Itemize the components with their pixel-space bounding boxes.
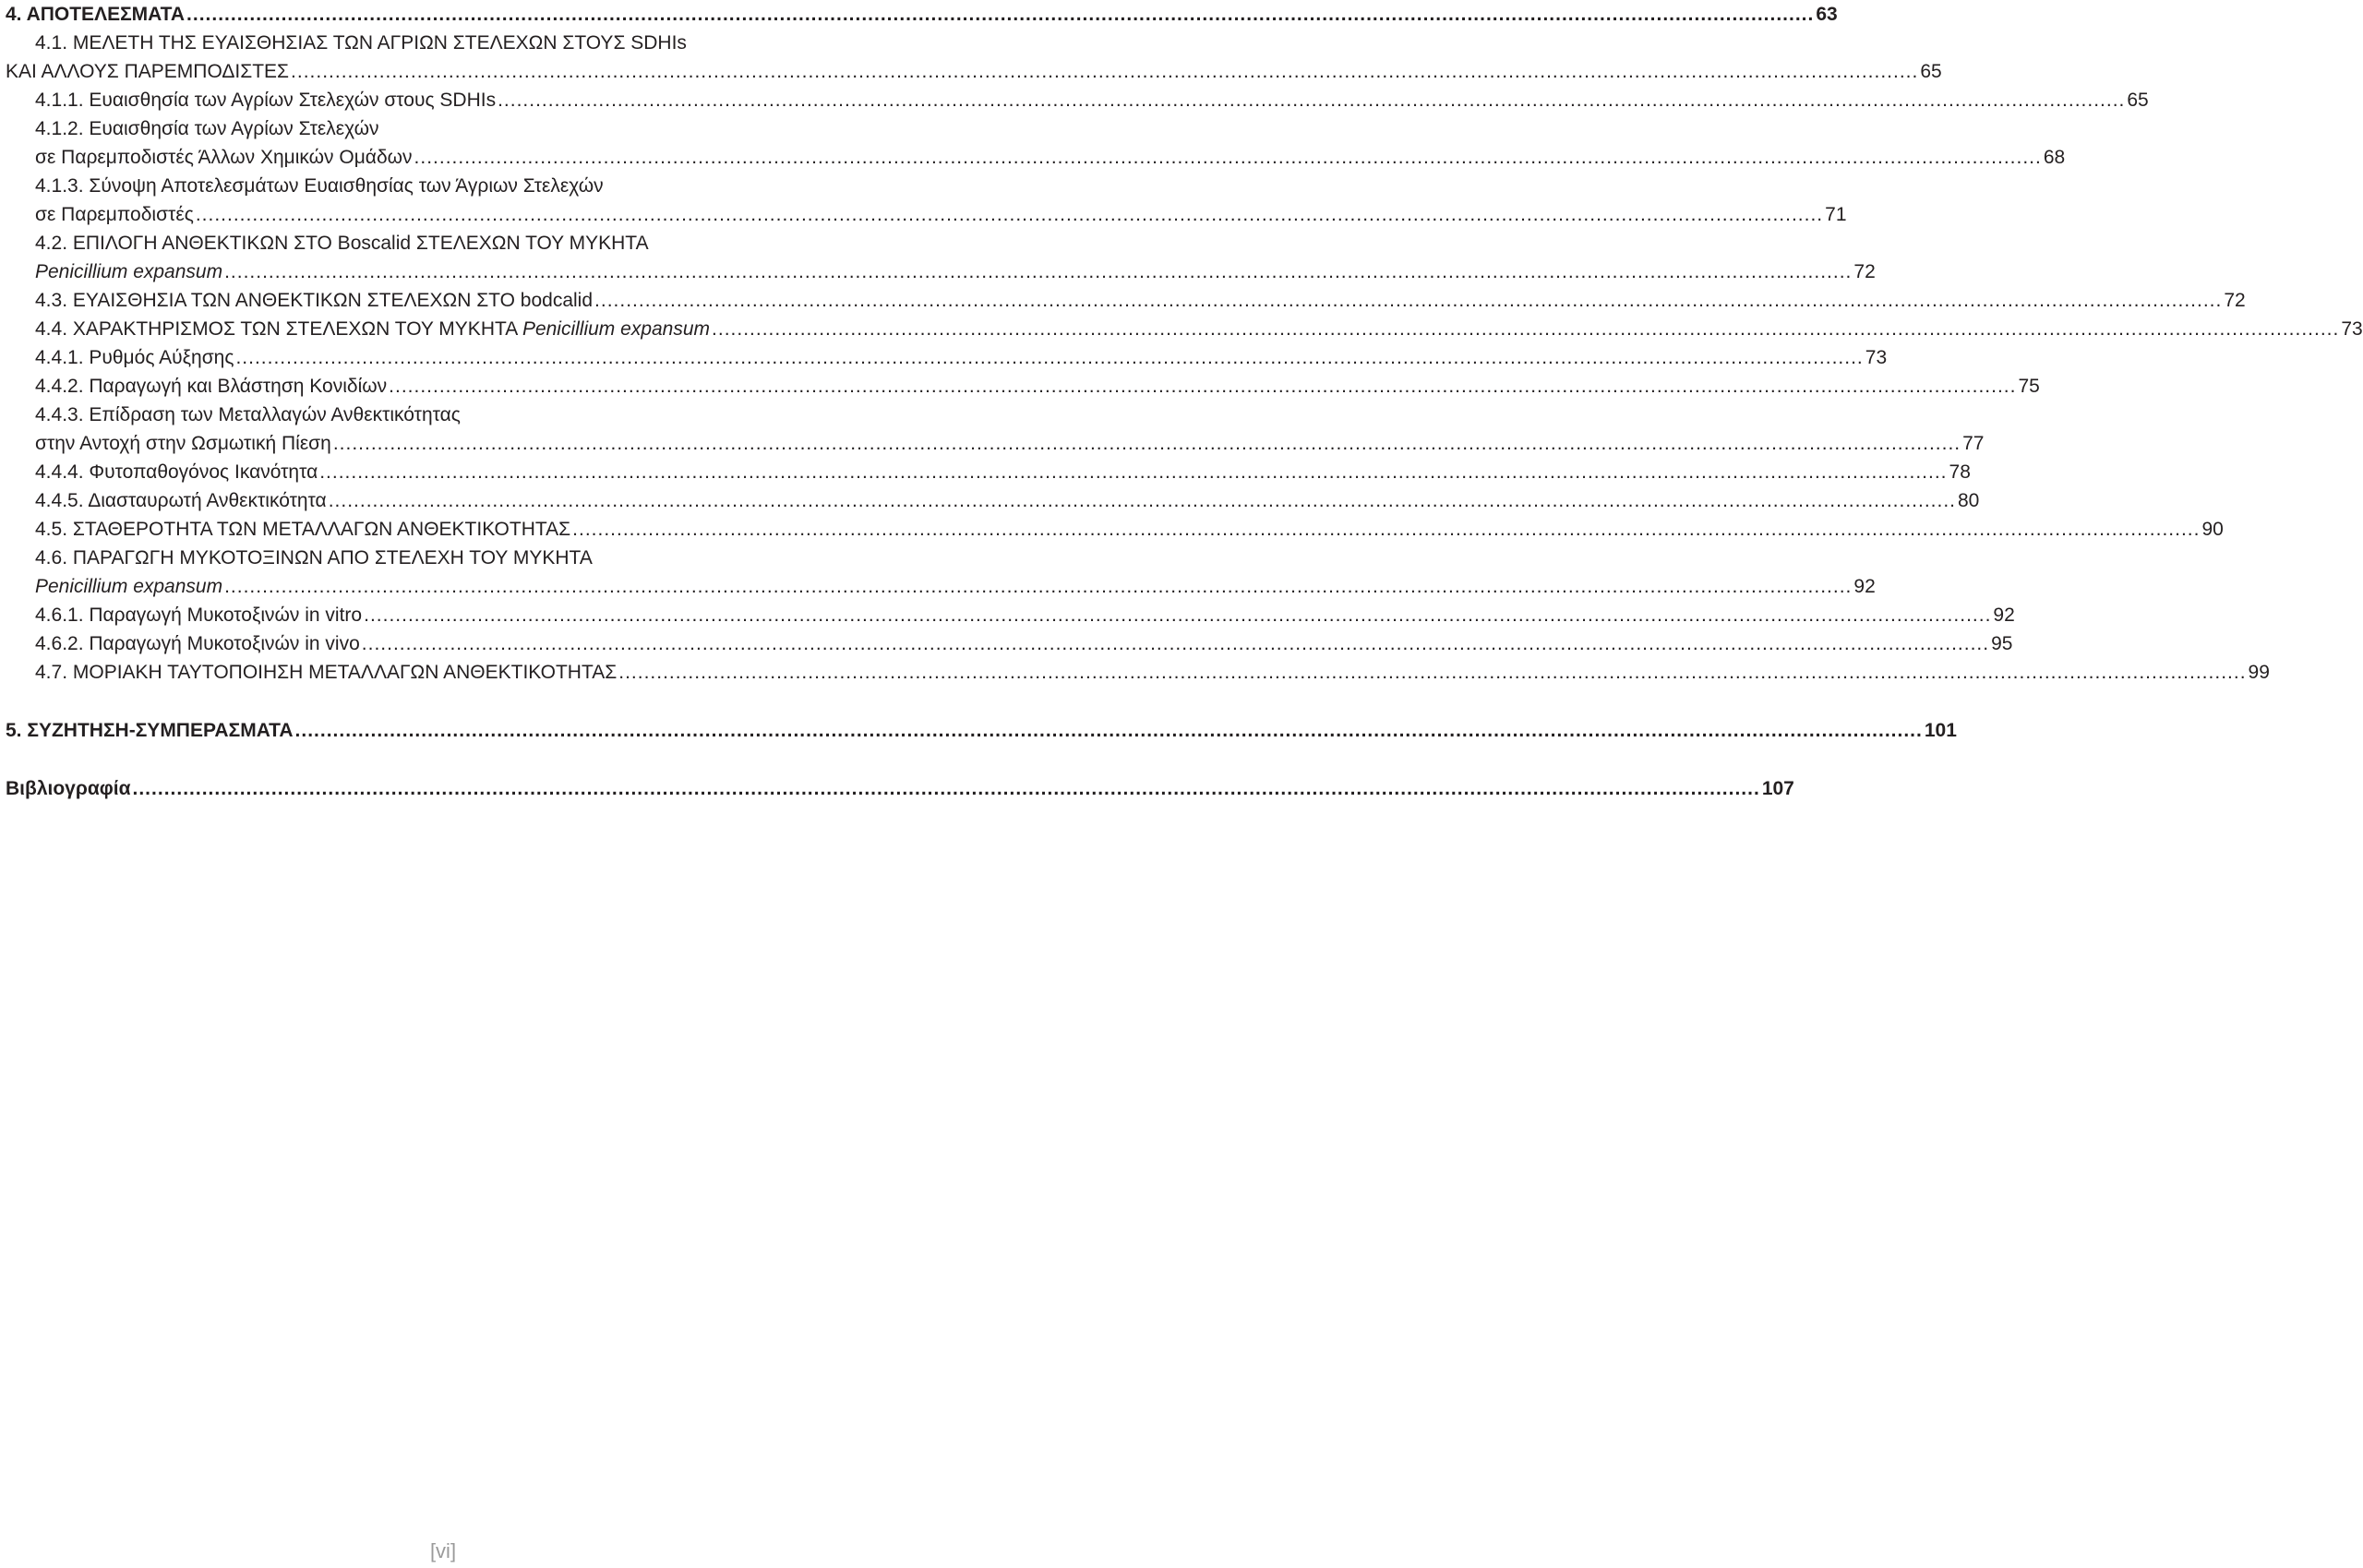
toc-entry-page: 75 [2018,376,2040,397]
toc-entry-4-6-1[interactable] [6,601,2015,629]
toc-entry-title: 4.4.4. Φυτοπαθογόνος Ικανότητα [35,461,318,483]
toc-leader-dots [329,486,1956,515]
toc-entry-title: σε Παρεμποδιστές [35,204,194,225]
toc-entry-title: 4.3. ΕΥΑΙΣΘΗΣΙΑ ΤΩΝ ΑΝΘΕΚΤΙΚΩΝ ΣΤΕΛΕΧΩΝ ΣΤΟ bodcalid [35,290,594,311]
section-spacer [6,687,881,716]
toc-entry-title: 4.6. ΠΑΡΑΓΩΓΗ ΜΥΚΟΤΟΞΙΝΩΝ ΑΠΟ ΣΤΕΛΕΧΗ ΤΟΥ ΜΥΚΗΤΑ [35,547,593,569]
toc-entry-4-1-3-line1[interactable] [6,172,881,200]
toc-entry-title-prefix: 4.4. ΧΑΡΑΚΤΗΡΙΣΜΟΣ ΤΩΝ ΣΤΕΛΕΧΩΝ ΤΟΥ ΜΥΚΗΤΑ [35,318,522,340]
toc-entry-title: 5. ΣΥΖΗΤΗΣΗ-ΣΥΜΠΕΡΑΣΜΑΤΑ [6,720,294,741]
page-number: [vi] [429,1539,457,1562]
toc-leader-dots [333,429,1961,458]
toc-leader-dots [498,86,2125,114]
toc-entry-4-4-2[interactable] [6,372,2040,401]
toc-entry-title: 4.1.1. Ευαισθησία των Αγρίων Στελεχών στους SDHIs [35,90,497,111]
toc-entry-title: 4.4.3. Επίδραση των Μεταλλαγών Ανθεκτικότητας [35,404,461,425]
toc-entry-4-1-line2[interactable] [6,57,1942,86]
toc-entry-4-7[interactable] [6,658,2270,687]
toc-leader-dots [594,286,2222,315]
toc-entry-title: 4.6.2. Παραγωγή Μυκοτοξινών in vivo [35,633,360,654]
toc-leader-dots [618,658,2246,687]
toc-entry-4-4-4[interactable] [6,458,1971,486]
toc-entry-page: 73 [1865,347,1888,368]
toc-leader-dots [295,716,1923,745]
toc-entry-4-4-1[interactable] [6,343,1888,372]
toc-entry-4-1-line1[interactable] [6,29,881,57]
toc-entry-4-4-5[interactable] [6,486,1980,515]
toc-entry-title: 4.1.2. Ευαισθησία των Αγρίων Στελεχών [35,118,379,139]
toc-entry-page: 92 [1993,604,2015,626]
toc-leader-dots [712,315,2339,343]
toc-leader-dots [364,601,1991,629]
toc-entry-page: 73 [2341,318,2363,340]
toc-entry-4-2-line1[interactable] [6,229,881,257]
toc-entry-title: Penicillium expansum [35,261,223,282]
toc-entry-4-6-2[interactable] [6,629,2013,658]
toc-entry-title: σε Παρεμποδιστές Άλλων Χημικών Ομάδων [35,147,413,168]
toc-entry-4-6-line2[interactable] [6,572,1876,601]
toc-entry-4-1-2-line1[interactable] [6,114,881,143]
toc-leader-dots [389,372,2016,401]
toc-leader-dots [186,0,1814,29]
toc-entry-4-3[interactable] [6,286,2246,315]
toc-entry-title: στην Αντοχή στην Ωσμωτική Πίεση [35,433,331,454]
toc-leader-dots [362,629,1989,658]
toc-entry-page: 63 [1816,4,1838,25]
toc-entry-page: 99 [2248,662,2270,683]
toc-entry-title: Penicillium expansum [35,576,223,597]
toc-entry-4-2-line2[interactable] [6,257,1876,286]
toc-entry-title: ΚΑΙ ΑΛΛΟΥΣ ΠΑΡΕΜΠΟΔΙΣΤΕΣ [6,61,290,82]
toc-leader-dots [133,774,1760,803]
toc-leader-dots [319,458,1947,486]
toc-entry-page: 80 [1958,490,1980,511]
toc-entry-page: 90 [2201,519,2224,540]
toc-entry-page: 71 [1825,204,1847,225]
toc-entry-4-1-1[interactable] [6,86,2149,114]
toc-entry-title: 4.4.5. Διασταυρωτή Ανθεκτικότητα [35,490,327,511]
toc-entry-title: 4. ΑΠΟΤΕΛΕΣΜΑΤΑ [6,4,186,25]
toc-entry-page: 77 [1962,433,1985,454]
section-spacer [6,745,881,774]
toc-entry-page: 65 [2127,90,2149,111]
toc-leader-dots [414,143,2042,172]
toc-entry-title: 4.4.1. Ρυθμός Αύξησης [35,347,234,368]
toc-entry-4-6-line1[interactable] [6,544,881,572]
toc-entry-title: Βιβλιογραφία [6,778,131,799]
toc-leader-dots [291,57,1918,86]
toc-leader-dots [572,515,2200,544]
toc-entry-page: 92 [1853,576,1876,597]
toc-entry-title: 4.2. ΕΠΙΛΟΓΗ ΑΝΘΕΚΤΙΚΩΝ ΣΤΟ Boscalid ΣΤΕΛΕΧΩΝ ΤΟΥ ΜΥΚΗΤΑ [35,233,649,254]
toc-entry-title: 4.1. ΜΕΛΕΤΗ ΤΗΣ ΕΥΑΙΣΘΗΣΙΑΣ ΤΩΝ ΑΓΡΙΩΝ ΣΤΕΛΕΧΩΝ ΣΤΟΥΣ SDHIs [35,32,687,54]
toc-entry-page: 78 [1949,461,1971,483]
toc-entry-title: 4.1.3. Σύνοψη Αποτελεσμάτων Ευαισθησίας των Άγριων Στελεχών [35,175,604,197]
toc-entry-title: 4.5. ΣΤΑΘΕΡΟΤΗΤΑ ΤΩΝ ΜΕΤΑΛΛΑΓΩΝ ΑΝΘΕΚΤΙΚΟΤΗΤΑΣ [35,519,571,540]
toc-entry-title: 4.4.2. Παραγωγή και Βλάστηση Κονιδίων [35,376,388,397]
toc-entry-title [35,315,710,343]
toc-entry-chapter-4[interactable] [6,0,1838,29]
toc-leader-dots [235,343,1863,372]
toc-leader-dots [224,572,1852,601]
toc-entry-bibliography[interactable] [6,774,1794,803]
toc-entry-title-italic: Penicillium expansum [522,318,711,340]
toc-entry-4-4-3-line2[interactable] [6,429,1985,458]
toc-entry-4-5[interactable] [6,515,2224,544]
toc-entry-page: 72 [2224,290,2246,311]
toc-entry-chapter-5[interactable] [6,716,1957,745]
toc-entry-title: 4.6.1. Παραγωγή Μυκοτοξινών in vitro [35,604,363,626]
toc-leader-dots [224,257,1852,286]
toc-entry-4-1-3-line2[interactable] [6,200,1847,229]
toc-entry-4-4-3-line1[interactable] [6,401,881,429]
toc-entry-4-1-2-line2[interactable] [6,143,2066,172]
toc-entry-page: 72 [1853,261,1876,282]
toc-entry-page: 65 [1920,61,1942,82]
toc-entry-page: 95 [1991,633,2013,654]
toc-entry-title: 4.7. ΜΟΡΙΑΚΗ ΤΑΥΤΟΠΟΙΗΣΗ ΜΕΤΑΛΛΑΓΩΝ ΑΝΘΕΚΤΙΚΟΤΗΤΑΣ [35,662,618,683]
toc-entry-4-4[interactable] [6,315,2363,343]
toc-entry-page: 68 [2043,147,2066,168]
toc-entry-page: 101 [1924,720,1957,741]
table-of-contents [6,0,2363,803]
toc-leader-dots [196,200,1823,229]
toc-entry-page: 107 [1761,778,1794,799]
